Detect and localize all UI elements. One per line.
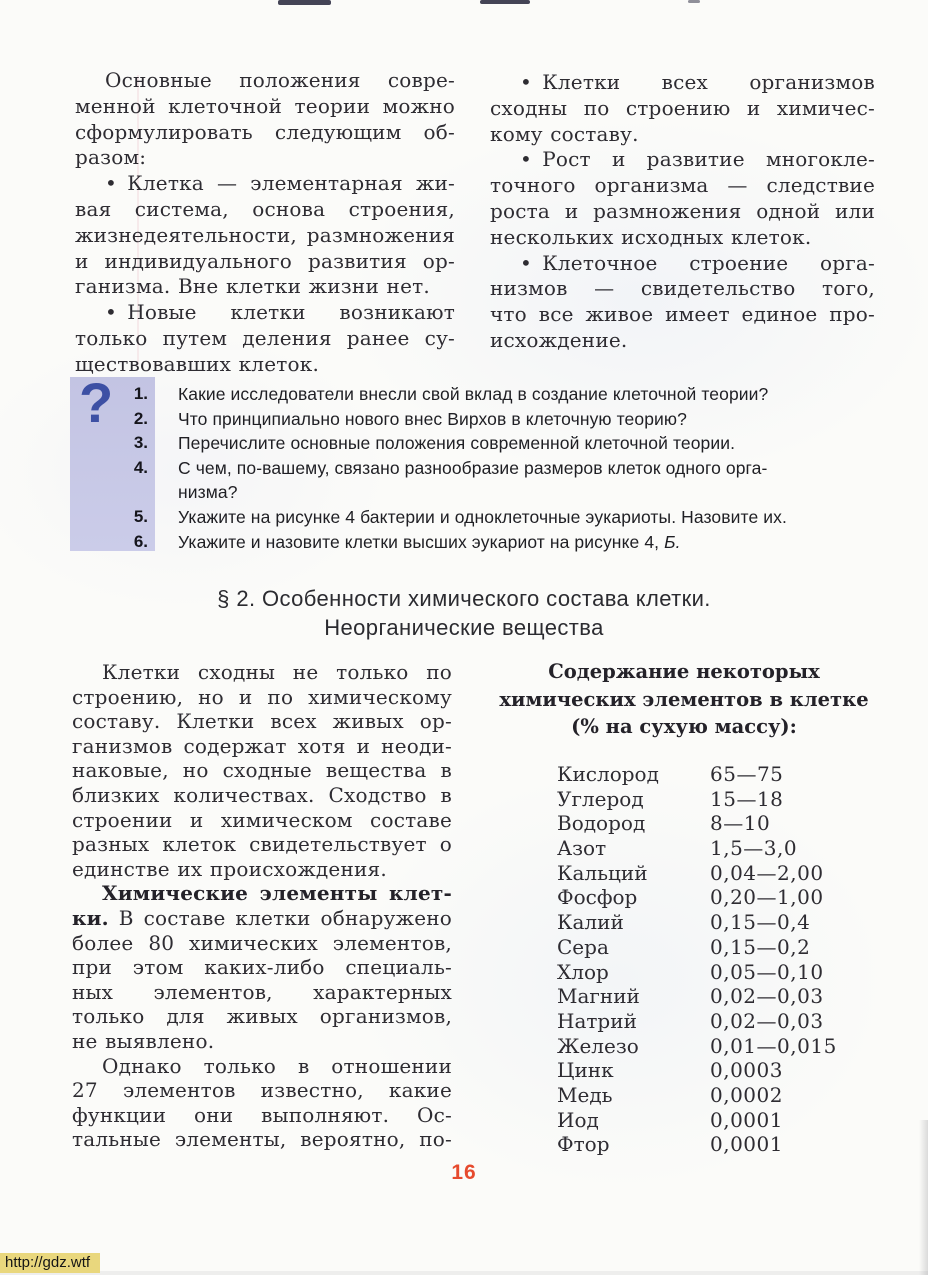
scan-artifact	[688, 0, 700, 3]
text-line: наковые, но сходные вещества в	[72, 758, 452, 783]
text-line: только путем деления ранее су-	[75, 325, 455, 350]
text-line: функции они выполняют. Ос-	[72, 1102, 452, 1127]
text-line: менной клеточной теории можно	[75, 93, 455, 118]
element-value: 0,04—2,00	[710, 860, 824, 885]
question-text	[178, 530, 882, 555]
element-row	[557, 935, 877, 960]
section-heading-line1: § 2. Особенности химического состава клетки.	[217, 586, 711, 611]
text-line: не выявлено.	[72, 1028, 215, 1053]
page-edge-shadow	[0, 1271, 928, 1275]
elements-table	[557, 762, 877, 1157]
element-value: 0,20—1,00	[710, 885, 824, 910]
element-row	[557, 1058, 877, 1083]
element-name: Калий	[557, 910, 624, 935]
text-line: и индивидуального развития ор-	[75, 248, 455, 273]
text-line: кому составу.	[490, 121, 639, 146]
text-line: сформулировать следующим об-	[75, 119, 455, 144]
text-line: 27 элементов известно, какие	[72, 1078, 452, 1103]
questions-list	[70, 382, 882, 554]
element-name: Цинк	[557, 1058, 614, 1083]
element-name: Магний	[557, 984, 640, 1009]
question-text-line: Перечислите основные положения современной клеточной теории.	[178, 433, 736, 454]
text-line: что все живое имеет единое про-	[490, 302, 875, 327]
element-value: 0,15—0,2	[710, 934, 811, 959]
chemical-composition-left-column	[72, 660, 452, 1152]
text-line: строению, но и по химическому	[72, 684, 452, 709]
question-number: 4.	[133, 457, 148, 477]
elements-table-title-line: (% на сухую массу):	[571, 715, 797, 738]
question-mark-icon: ?	[79, 371, 114, 434]
element-name: Кислород	[557, 762, 659, 786]
element-value: 1,5—3,0	[710, 836, 798, 861]
element-name: Иод	[557, 1107, 599, 1132]
element-name: Углерод	[557, 786, 644, 811]
cell-theory-left-column	[75, 68, 455, 378]
text-line: точного организма — следствие	[490, 173, 875, 198]
text-line: разом:	[75, 145, 147, 170]
text-line: при этом каких-либо специаль-	[72, 955, 452, 980]
element-name: Медь	[557, 1082, 613, 1107]
text-line: • Рост и развитие многокле-	[520, 147, 875, 172]
question-number: 3.	[133, 433, 148, 453]
text-line: составу. Клетки всех живых ор-	[72, 709, 452, 734]
element-value: 65—75	[710, 762, 784, 786]
page-edge-shadow	[919, 1120, 928, 1275]
element-value: 0,01—0,015	[710, 1033, 837, 1058]
question-row	[70, 456, 882, 505]
element-name: Сера	[557, 934, 609, 959]
text-line: сходны по строению и химичес-	[490, 95, 875, 120]
question-text-line: Укажите и назовите клетки высших эукариот на рисунке 4, Б.	[178, 531, 681, 552]
text-line: Однако только в отношении	[102, 1053, 452, 1078]
question-number: 5.	[133, 506, 148, 526]
text-line: строении и химическом составе	[72, 807, 452, 832]
element-row	[557, 910, 877, 935]
text-line: нескольких исходных клеток.	[490, 224, 812, 249]
elements-table-title	[488, 658, 880, 741]
element-value: 0,15—0,4	[710, 910, 811, 935]
element-value: 0,05—0,10	[710, 959, 824, 984]
element-row	[557, 861, 877, 886]
question-text-line: низма?	[178, 482, 238, 503]
watermark-url: http://gdz.wtf	[0, 1253, 100, 1273]
question-number: 1.	[133, 384, 148, 403]
element-value: 15—18	[710, 786, 784, 811]
text-line: близких количествах. Сходство в	[72, 782, 452, 807]
question-text	[178, 456, 882, 505]
text-line: Клетки сходны не только по	[102, 660, 452, 684]
text-line: Основные положения совре-	[105, 68, 455, 92]
elements-table-title-line: Содержание некоторых	[548, 660, 820, 683]
element-name: Фтор	[557, 1132, 610, 1157]
element-name: Кальций	[557, 860, 648, 885]
element-name: Азот	[557, 836, 607, 861]
element-row	[557, 1009, 877, 1034]
text-line: • Клетка — элементарная жи-	[105, 171, 455, 196]
question-row	[70, 505, 882, 530]
element-value: 0,0002	[710, 1082, 783, 1107]
question-text	[178, 431, 882, 456]
element-name: Хлор	[557, 959, 609, 984]
element-value: 0,02—0,03	[710, 984, 824, 1009]
text-line: ганизма. Вне клетки жизни нет.	[75, 274, 430, 299]
element-row	[557, 1108, 877, 1133]
question-number: 2.	[133, 408, 148, 428]
text-line: жизнедеятельности, размножения	[75, 222, 455, 247]
text-line: ществовавших клеток.	[75, 351, 320, 376]
text-line: тальные элементы, вероятно, по-	[72, 1127, 452, 1152]
elements-table-title-line: химических элементов в клетке	[499, 687, 869, 711]
element-row	[557, 787, 877, 812]
element-row	[557, 836, 877, 861]
element-value: 0,0003	[710, 1058, 783, 1083]
question-row	[70, 431, 882, 456]
text-line: разных клеток свидетельствует о	[72, 832, 452, 857]
text-line: Химические элементы клет-	[102, 881, 452, 906]
text-line: • Клеточное строение орга-	[520, 250, 875, 275]
question-row	[70, 382, 882, 407]
question-number: 6.	[133, 531, 148, 551]
question-row	[70, 407, 882, 432]
element-value: 0,02—0,03	[710, 1008, 824, 1033]
text-line: ки. В составе клетки обнаружено	[72, 905, 452, 930]
question-row	[70, 530, 882, 555]
element-row	[557, 1034, 877, 1059]
question-text-line: Какие исследователи внесли свой вклад в создание клеточной теории?	[178, 384, 769, 404]
question-text	[178, 505, 882, 530]
text-line: ганизмов содержат хотя и неоди-	[72, 733, 452, 758]
element-name: Водород	[557, 811, 646, 836]
element-row	[557, 960, 877, 985]
element-name: Натрий	[557, 1008, 637, 1033]
page-number: 16	[451, 1161, 477, 1184]
element-row	[557, 885, 877, 910]
text-line: исхождение.	[490, 327, 628, 352]
element-name: Фосфор	[557, 885, 638, 910]
text-line: низмов — свидетельство того,	[490, 276, 875, 301]
element-value: 0,0001	[710, 1107, 783, 1132]
section-heading	[0, 584, 928, 642]
element-row	[557, 1132, 877, 1157]
text-line: • Клетки всех организмов	[520, 70, 875, 94]
text-line: только для живых организмов,	[72, 1004, 452, 1029]
section-heading-line2: Неорганические вещества	[324, 615, 604, 640]
text-line: роста и размножения одной или	[490, 198, 875, 223]
scan-artifact	[480, 0, 530, 4]
text-line: более 80 химических элементов,	[72, 930, 452, 955]
element-name: Железо	[557, 1033, 639, 1058]
element-value: 0,0001	[710, 1132, 783, 1157]
text-line: ных элементов, характерных	[72, 979, 452, 1004]
scan-artifact	[278, 0, 331, 5]
question-text-line: Что принципиально нового внес Вирхов в клеточную теорию?	[178, 408, 687, 429]
question-text	[178, 382, 882, 407]
question-text-line: Укажите на рисунке 4 бактерии и одноклеточные эукариоты. Назовите их.	[178, 506, 787, 527]
element-row	[557, 984, 877, 1009]
cell-theory-right-column	[490, 70, 875, 354]
element-row	[557, 1083, 877, 1108]
text-line: • Новые клетки возникают	[105, 300, 455, 325]
question-text	[178, 407, 882, 432]
element-row	[557, 811, 877, 836]
text-line: единстве их происхождения.	[72, 856, 387, 881]
element-row	[557, 762, 877, 787]
text-line: вая система, основа строения,	[75, 196, 455, 221]
element-value: 8—10	[710, 811, 771, 836]
question-text-line: С чем, по-вашему, связано разнообразие размеров клеток одного орга-	[178, 457, 768, 478]
